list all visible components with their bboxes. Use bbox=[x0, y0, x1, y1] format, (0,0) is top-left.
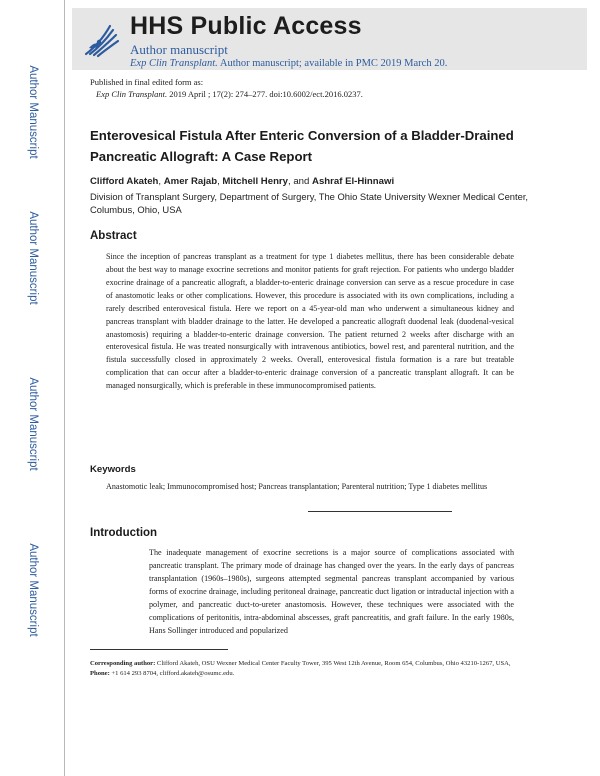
section-divider bbox=[308, 511, 452, 512]
sidebar-label: Author Manuscript bbox=[27, 211, 39, 305]
journal-availability: Exp Clin Transplant. Author manuscript; available in PMC 2019 March 20. bbox=[130, 58, 448, 69]
citation: Exp Clin Transplant. 2019 April ; 17(2): 274–277. doi:10.6002/ect.2016.0237. bbox=[96, 89, 363, 99]
abstract-heading: Abstract bbox=[90, 230, 137, 242]
keywords-text: Anastomotic leak; Immunocompromised host; Pancreas transplantation; Parenteral nutrition; Type 1 diabetes mellitus bbox=[106, 482, 488, 491]
sidebar-divider bbox=[64, 0, 65, 776]
keywords-heading: Keywords bbox=[90, 464, 136, 475]
abstract-text: Since the inception of pancreas transplant as a treatment for type 1 diabetes mellitus, there has been considerable debate about the best way to manage exocrine secretions and monitor patients for graft rejection. For patients who undergo bladder exocrine drainage of a pancreatic allograft, a bladder-to-enteric drainage conversion can serve as a rescue procedure in case of anastomotic leaks or other complications. However, this procedure is associated with its own complications, including a rarely described enterovesical fistula. Here we report on a 45-year-old man who underwent a simultaneous kidney and pancreas transplant with bladder drainage to the latter. He developed a pancreatic allograft duodenal leak (duodenal-vesical anastomosis) requiring a bladder-to-enteric drainage conversion. The patient returned 2 weeks after discharge with an enterovesical fistula. He was treated nonsurgically with intravenous antibiotics, bowel rest, and parenteral nutrition, and the fistula successfully closed in approximately 2 weeks. Overall, enterovesical fistula formation is a rare but treatable complication that can occur after a bladder-to-enteric drainage conversion of a pancreatic transplant allograft. It can be managed nonsurgically, which is preferable in these immunocompromised patients. bbox=[106, 252, 514, 391]
affiliation: Division of Transplant Surgery, Department of Surgery, The Ohio State University Wexner Medical Center, Columbus, Ohio, USA bbox=[90, 191, 529, 215]
sidebar-label: Author Manuscript bbox=[27, 543, 39, 637]
author-name: Ashraf El-Hinnawi bbox=[312, 176, 395, 187]
author-name: Amer Rajab bbox=[163, 176, 218, 187]
footnote-divider bbox=[90, 649, 228, 650]
introduction-text: The inadequate management of exocrine secretions is a major source of complications associated with pancreatic transplant. The primary mode of drainage has changed over the years. In the early days of pancreas transplantation (1960s–1980s), surgeons attempted segmental pancreas transplant accompanied by various forms of exocrine drainage, including peritoneal drainage, pancreatic duct ligation or intraductal injection with a polymer, and pancreatic duct-to-ureter anastomosis. However, these techniques were associated with the complications of peritonitis, intra-abdominal abscesses, graft pancreatitis, and graft failure. In the early 1980s, Hans Sollinger introduced and popularized bbox=[149, 548, 514, 635]
author-name: Clifford Akateh bbox=[90, 176, 159, 187]
corresponding-author-footnote: Corresponding author: Clifford Akateh, OSU Wexner Medical Center Faculty Tower, 395 West 12th Avenue, Room 654, Columbus, Ohio 43210-1267, USA, Phone: +1 614 293 8704, clifford.akateh@osumc.edu. bbox=[90, 660, 511, 677]
introduction-heading: Introduction bbox=[90, 527, 158, 539]
author-list: Clifford Akateh, Amer Rajab, Mitchell Henry, and Ashraf El-Hinnawi bbox=[90, 176, 395, 187]
author-manuscript-label: Author manuscript bbox=[130, 42, 228, 57]
hhs-eagle-logo-icon bbox=[80, 18, 124, 62]
author-name: Mitchell Henry bbox=[222, 176, 288, 187]
sidebar-label: Author Manuscript bbox=[27, 377, 39, 471]
sidebar-label: Author Manuscript bbox=[27, 65, 39, 159]
hhs-title: HHS Public Access bbox=[130, 12, 362, 40]
published-label: Published in final edited form as: bbox=[90, 77, 204, 87]
article-title: Enterovesical Fistula After Enteric Conversion of a Bladder-Drained Pancreatic Allograft: A Case Report bbox=[90, 128, 514, 164]
